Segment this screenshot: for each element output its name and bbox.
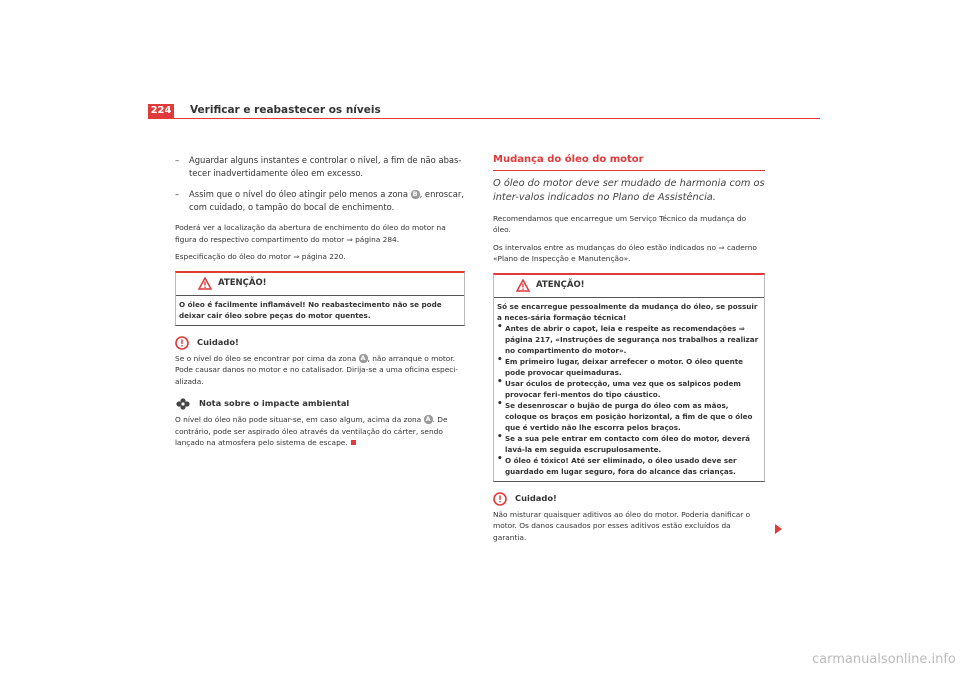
warning-title: ATENÇÃO! <box>536 279 585 290</box>
warning-bullet: • Antes de abrir o capot, leia e respeite as recomendações ⇒ página 217, «Instruções de segurança nos trabalhos a realizar no compartimento do motor». <box>497 321 759 355</box>
section-title: Mudança do óleo do motor <box>493 154 644 165</box>
end-of-section-mark <box>351 440 356 445</box>
warning-bullet: • O óleo é tóxico! Até ser eliminado, o óleo usado deve ser guardado em lugar seguro, fora do alcance das crianças. <box>497 453 737 476</box>
oil-spec-text: Especificação do óleo do motor ⇒ página 220. <box>175 252 346 261</box>
interval-text: Os intervalos entre as mudanças do óleo estão indicados no ⇒ caderno «Plano de Inspecção e Manutenção». <box>493 242 757 263</box>
step-text: Aguardar alguns instantes e controlar o nível, a fim de não abas-tecer inadvertidamente óleo em excesso. <box>189 155 462 178</box>
left-column <box>175 154 465 455</box>
watermark: carmanualsonline.info <box>812 652 956 667</box>
warning-text: O óleo é facilmente inflamável! No reabastecimento não se pode deixar cair óleo sobre peças do motor quentes. <box>179 299 442 320</box>
flower-environment-icon <box>175 397 191 411</box>
service-recommendation-text: Recomendamos que encarregue um Serviço Técnico da mudança do óleo. <box>493 213 747 234</box>
fill-location-text: Poderá ver a localização da abertura de enchimento do óleo do motor na figura do respectivo compartimento do motor ⇒ página 284. <box>175 223 446 244</box>
step-item: – Assim que o nível do óleo atingir pelo menos a zona B , enroscar, com cuidado, o tampão do bocal de enchimento. <box>175 189 464 212</box>
warning-bullet: • Se desenroscar o bujão de purga do óleo com as mãos, coloque os braços em posição horizontal, a fim de que o óleo que é vertido não lhe escorra pelos braços. <box>497 398 753 432</box>
warning-intro: Só se encarregue pessoalmente da mudança do óleo, se possuir a neces-sária formação técnica! <box>497 301 758 322</box>
caution-text: Se o nível do óleo se encontrar por cima da zona A , não arranque o motor. Pode causar danos no motor e no catalisador. Dirija-se a uma oficina especi-alizada. <box>175 353 459 386</box>
continue-arrow-icon <box>775 524 782 534</box>
zone-ref-b: B <box>412 190 418 198</box>
right-column <box>493 154 765 549</box>
warning-bullet: • Usar óculos de protecção, uma vez que os salpicos podem provocar feri-mentos do tipo cáustico. <box>497 376 741 399</box>
warning-triangle-icon <box>516 279 530 292</box>
environment-text: O nível do óleo não pode situar-se, em caso algum, acima da zona A . De contrário, pode ser aspirado óleo através da ventilação do cárter, sendo lançado na atmosfera pelo sistema de escape. <box>175 415 448 447</box>
environment-heading <box>175 397 465 411</box>
caution-icon <box>175 336 189 350</box>
caution-heading <box>493 492 765 506</box>
environment-title: Nota sobre o impacte ambiental <box>199 398 350 409</box>
warning-bullet: • Em primeiro lugar, deixar arrefecer o motor. O óleo quente pode provocar queimaduras. <box>497 354 744 377</box>
warning-title: ATENÇÃO! <box>218 277 267 288</box>
page-number: 224 <box>148 104 174 118</box>
caution-icon <box>493 492 507 506</box>
caution-title: Cuidado! <box>197 336 239 347</box>
zone-ref-a: A <box>425 415 431 423</box>
warning-bullet: • Se a sua pele entrar em contacto com óleo do motor, deverá lavá-la em seguida escrupulosamente. <box>497 431 750 454</box>
caution-text: Não misturar quaisquer aditivos ao óleo do motor. Poderia danificar o motor. Os danos causados por esses aditivos estão excluídos da garantia. <box>493 509 751 542</box>
warning-box <box>493 273 765 482</box>
section-rule <box>493 170 765 171</box>
section-subtitle: O óleo do motor deve ser mudado de harmonia com os inter-valos indicados no Plano de Assistência. <box>493 177 765 203</box>
warning-triangle-icon <box>198 277 212 290</box>
warning-box <box>175 271 465 326</box>
zone-ref-a: A <box>360 353 366 362</box>
caution-heading <box>175 336 465 350</box>
running-header: Verificar e reabastecer os níveis <box>190 104 381 116</box>
header-rule <box>148 118 820 119</box>
caution-title: Cuidado! <box>515 492 557 503</box>
step-item: – Aguardar alguns instantes e controlar o nível, a fim de não abas-tecer inadvertidamente óleo em excesso. <box>175 155 462 178</box>
